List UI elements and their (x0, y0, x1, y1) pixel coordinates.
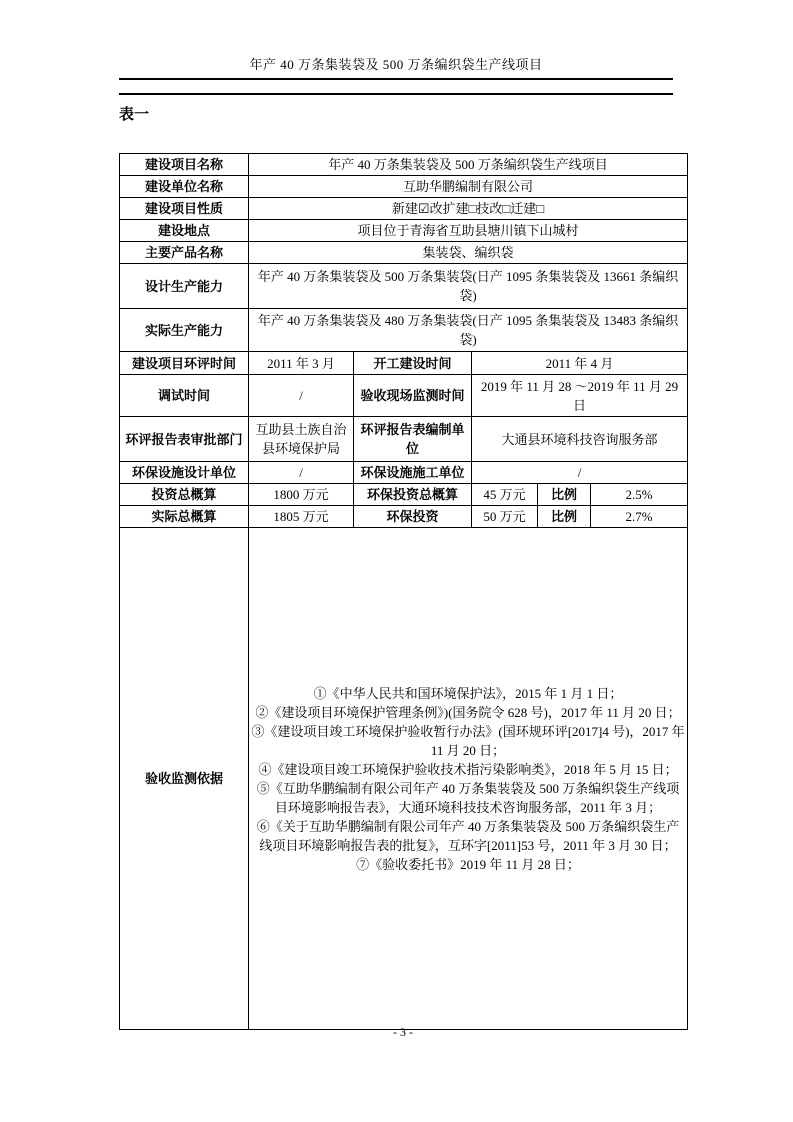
row-value: 年产 40 万条集装袋及 500 万条集装袋(日产 1095 条集装袋及 13661 条编织袋) (249, 264, 688, 309)
row-value: 1805 万元 (249, 506, 354, 528)
project-info-table (119, 153, 688, 1030)
row-value: 年产 40 万条集装袋及 480 万条集装袋(日产 1095 条集装袋及 13483 条编织袋) (249, 309, 688, 352)
table-row (120, 242, 688, 264)
row-label: 环保设施设计单位 (120, 462, 249, 484)
row-label: 建设项目环评时间 (120, 352, 249, 375)
basis-item: ③《建设项目竣工环境保护验收暂行办法》(国环规环评[2017]4 号)，2017 年 11 月 20 日； (251, 723, 685, 758)
table-row (120, 264, 688, 309)
table-row (120, 484, 688, 506)
basis-item: ①《中华人民共和国环境保护法》，2015 年 1 月 1 日； (313, 685, 623, 701)
table-row (120, 506, 688, 528)
basis-list (249, 528, 688, 1030)
row-value: 互助县土族自治县环境保护局 (249, 417, 354, 462)
row-label: 建设项目名称 (120, 154, 249, 176)
row-value: 互助华鹏编制有限公司 (249, 176, 688, 198)
row-label: 验收现场监测时间 (354, 375, 472, 417)
page-header (119, 0, 687, 124)
row-value: / (472, 462, 688, 484)
basis-item: ②《建设项目环境保护管理条例》)(国务院令 628 号)，2017 年 11 月 20 日； (255, 704, 681, 720)
row-label: 环保投资 (354, 506, 472, 528)
row-label: 调试时间 (120, 375, 249, 417)
row-label: 实际生产能力 (120, 309, 249, 352)
row-label: 建设地点 (120, 220, 249, 242)
table-row (120, 309, 688, 352)
row-value: 2.5% (591, 484, 688, 506)
table-row (120, 154, 688, 176)
row-label: 开工建设时间 (354, 352, 472, 375)
header-rule-bottom (119, 93, 673, 95)
row-label: 实际总概算 (120, 506, 249, 528)
row-label: 建设单位名称 (120, 176, 249, 198)
row-value: 集装袋、编织袋 (249, 242, 688, 264)
row-value: 1800 万元 (249, 484, 354, 506)
row-label: 比例 (538, 484, 591, 506)
table-row (120, 176, 688, 198)
table-row (120, 220, 688, 242)
row-value: / (249, 375, 354, 417)
project-nature-checkbox-group: 新建☑改扩建□技改□迁建□ (249, 198, 688, 220)
row-label: 建设项目性质 (120, 198, 249, 220)
document-page (119, 0, 687, 1030)
row-label: 环评报告表审批部门 (120, 417, 249, 462)
page-title: 年产 40 万条集装袋及 500 万条编织袋生产线项目 (249, 57, 543, 72)
table-row (120, 462, 688, 484)
row-value: 2019 年 11 月 28 ～2019 年 11 月 29 日 (472, 375, 688, 417)
row-label: 投资总概算 (120, 484, 249, 506)
row-value: / (249, 462, 354, 484)
row-value: 50 万元 (472, 506, 538, 528)
row-label: 验收监测依据 (120, 528, 249, 1030)
row-value: 2011 年 4 月 (472, 352, 688, 375)
page-number: - 3 - (393, 1025, 413, 1039)
row-value: 2.7% (591, 506, 688, 528)
row-label: 比例 (538, 506, 591, 528)
row-value: 2011 年 3 月 (249, 352, 354, 375)
row-value: 项目位于青海省互助县塘川镇下山城村 (249, 220, 688, 242)
row-label: 环保设施施工单位 (354, 462, 472, 484)
row-label: 环评报告表编制单位 (354, 417, 472, 462)
table-row (120, 352, 688, 375)
row-label: 主要产品名称 (120, 242, 249, 264)
table-row-basis (120, 528, 688, 1030)
row-label: 设计生产能力 (120, 264, 249, 309)
row-value: 大通县环境科技咨询服务部 (472, 417, 688, 462)
table-row (120, 198, 688, 220)
table-caption: 表一 (119, 107, 150, 123)
basis-item: ⑦《验收委托书》2019 年 11 月 28 日； (356, 856, 580, 872)
table-row (120, 375, 688, 417)
basis-item: ⑤《互助华鹏编制有限公司年产 40 万条集装袋及 500 万条编织袋生产线项目环境影响报告表》，大通环境科技技术咨询服务部，2011 年 3 月； (256, 780, 680, 815)
table-row (120, 417, 688, 462)
row-label: 环保投资总概算 (354, 484, 472, 506)
row-value: 45 万元 (472, 484, 538, 506)
row-value: 年产 40 万条集装袋及 500 万条编织袋生产线项目 (249, 154, 688, 176)
basis-item: ⑥《关于互助华鹏编制有限公司年产 40 万条集装袋及 500 万条编织袋生产线项目环境影响报告表的批复》，互环字[2011]53 号，2011 年 3 月 30 日； (256, 818, 680, 853)
basis-item: ④《建设项目竣工环境保护验收技术指污染影响类》，2018 年 5 月 15 日； (258, 761, 678, 777)
